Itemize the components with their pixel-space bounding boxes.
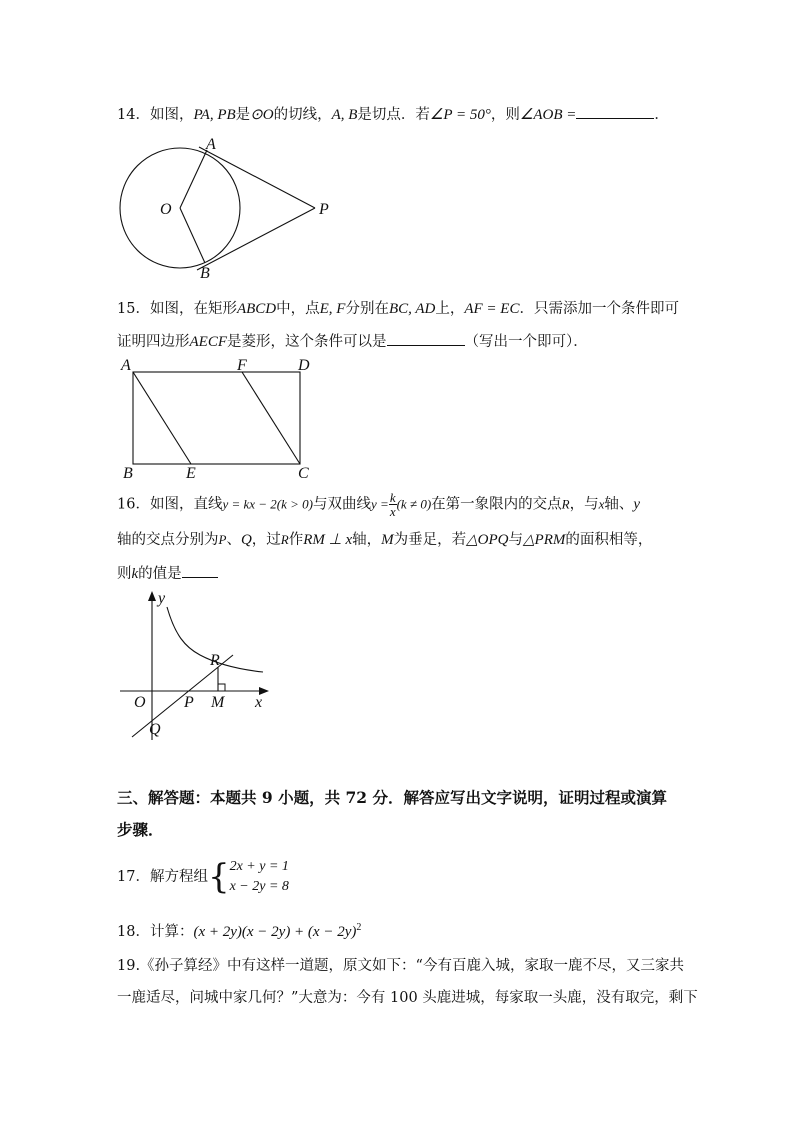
q14-figure — [112, 130, 342, 285]
q17-text: 17． 解方程组 { 2x + y = 1 x − 2y = 8 — [117, 857, 289, 897]
label-x: x — [255, 694, 263, 711]
q16-text-line3: 则k的值是 — [117, 563, 218, 584]
answer-blank-16[interactable] — [182, 563, 218, 578]
q19-text-line2: 一鹿适尽，问城中家几何？”大意为：今有 100 头鹿进城，每家取一头鹿，没有取完，剩下 — [117, 990, 698, 1006]
segment-oa — [180, 150, 207, 208]
label-e: E — [186, 465, 196, 482]
fraction-k-over-x: $\frac{k}{x}$ — [389, 490, 396, 519]
label-o: O — [134, 694, 146, 711]
q15-figure — [112, 352, 322, 482]
equation-system: 2x + y = 1 x − 2y = 8 — [229, 859, 289, 894]
label-q: Q — [149, 721, 161, 738]
segment-fc — [242, 372, 300, 464]
label-d: D — [298, 357, 310, 374]
label-b: B — [123, 465, 133, 482]
label-p: P — [319, 201, 329, 218]
label-b: B — [200, 265, 210, 282]
segment-ae — [133, 372, 191, 464]
rectangle-abcd — [133, 372, 300, 464]
answer-blank-14[interactable] — [576, 104, 654, 119]
label-p: P — [184, 694, 194, 711]
tangent-pb — [197, 208, 315, 270]
label-o: O — [160, 201, 172, 218]
q19-text-line1: 19.《孙子算经》中有这样一道题，原文如下：“今有百鹿入城，家取一鹿不尽，又三家共 — [117, 958, 684, 974]
label-m: M — [211, 694, 225, 711]
tangent-pa — [199, 147, 315, 208]
label-r: R — [210, 652, 220, 669]
label-y: y — [158, 590, 166, 607]
right-angle-mark — [218, 684, 225, 691]
label-a: A — [206, 136, 216, 153]
q18-text: 18．计算：$(x + 2y)(x - 2y) + (x - 2y)^2$ — [117, 922, 362, 940]
answer-blank-15[interactable] — [387, 331, 465, 346]
q16-text-line2: 轴的交点分别为P、Q，过R作RM ⊥ x轴，M为垂足，若△OPQ与△PRM的面积相等， — [117, 532, 653, 548]
label-f: F — [237, 357, 247, 374]
label-c: C — [298, 465, 309, 482]
y-axis-arrow — [148, 591, 156, 601]
section3-heading-line1: 三、解答题：本题共 9 小题，共 72 分．解答应写出文字说明，证明过程或演算 — [117, 788, 667, 807]
q16-text-line1: 16．如图，直线y = kx − 2(k > 0)与双曲线y = $\frac{k}{x}$ (k ≠ 0)在第一象限内的交点R，与x轴、y — [117, 490, 641, 519]
label-a: A — [121, 357, 131, 374]
q15-text-line1: 15．如图，在矩形ABCD中，点E, F分别在BC, AD上，AF = EC．只需添加一个条件即可 — [117, 301, 679, 317]
section3-heading-line2: 步骤． — [117, 820, 164, 839]
q14-text: 14．如图，PA, PB是⊙O的切线，A, B是切点．若∠P = 50°，则∠AOB = ． — [117, 104, 669, 125]
segment-ob — [180, 208, 205, 263]
q16-figure — [115, 585, 285, 745]
q15-text-line2: 证明四边形AECF是菱形，这个条件可以是 （写出一个即可）． — [117, 331, 588, 352]
system-brace: { — [207, 857, 230, 897]
